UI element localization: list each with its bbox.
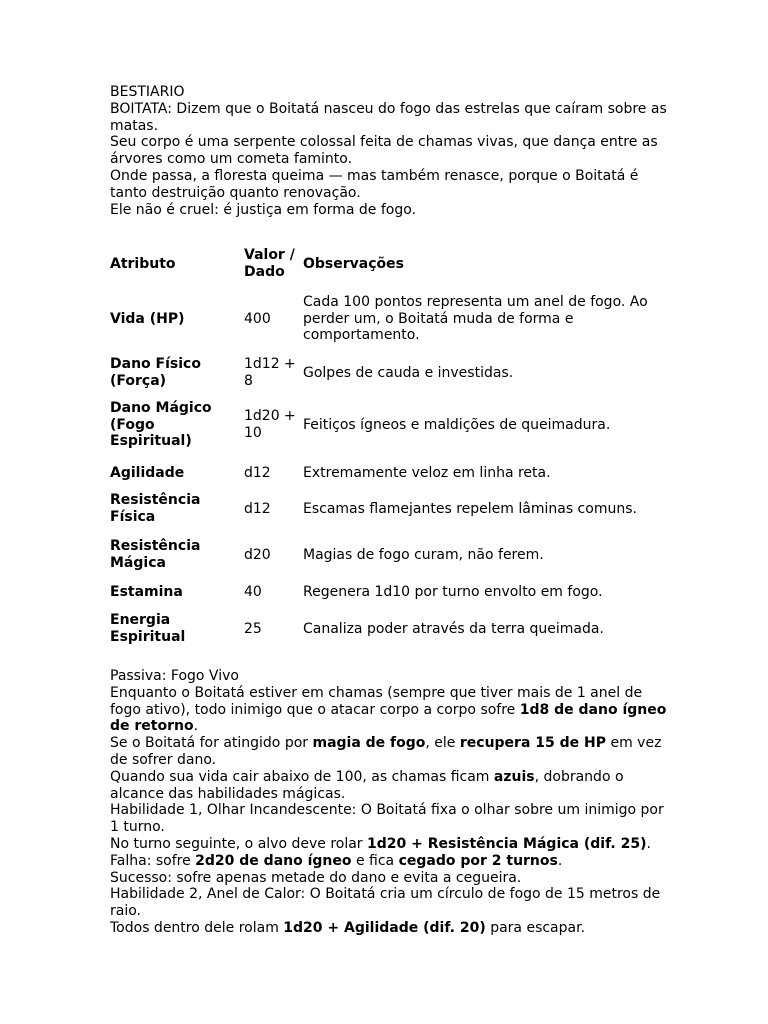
table-row: [108, 284, 668, 354]
table-row: [108, 580, 668, 604]
ability-paragraph: Sucesso: sofre apenas metade do dano e evita a cegueira.: [110, 869, 522, 886]
row-attribute: Agilidade: [110, 464, 185, 481]
text-run: e fica: [351, 852, 399, 869]
bold-run: 1d20 + Agilidade (dif. 20): [283, 919, 486, 936]
row-attribute: Vida (HP): [110, 310, 185, 327]
row-note: Magias de fogo curam, não ferem.: [303, 546, 544, 563]
bold-run: 1d8 de dano ígneo de retorno: [110, 701, 667, 735]
table-row: [108, 392, 668, 458]
passive-paragraph: [110, 735, 670, 769]
passive-title: Passiva: Fogo Vivo: [110, 668, 239, 684]
row-note: Feitiços ígneos e maldições de queimadura.: [303, 416, 611, 433]
bold-run: azuis: [493, 768, 535, 785]
row-value: 400: [244, 310, 271, 327]
intro-paragraph: BOITATA: Dizem que o Boitatá nasceu do fogo das estrelas que caíram sobre as matas.: [110, 100, 667, 134]
row-attribute: Resistência Física: [110, 492, 201, 525]
row-attribute: Energia Espiritual: [110, 612, 186, 645]
text-run: para escapar.: [485, 919, 586, 936]
intro-section: [110, 84, 670, 218]
table-header-row: [108, 244, 668, 284]
text-run: Todos dentro dele rolam: [110, 919, 284, 936]
header-notes: Observações: [303, 255, 404, 272]
passive-paragraph: [110, 769, 670, 803]
passive-paragraph: [110, 685, 670, 735]
text-run: .: [557, 852, 563, 869]
row-value: d12: [244, 464, 271, 481]
text-run: .: [646, 835, 651, 852]
row-attribute: Estamina: [110, 583, 183, 600]
row-note: Cada 100 pontos representa um anel de fogo. Ao perder um, o Boitatá muda de forma e comportamento.: [303, 293, 648, 344]
document-title: BESTIARIO: [110, 84, 185, 100]
ability-paragraph: [110, 836, 670, 853]
row-attribute: Dano Mágico (Fogo Espiritual): [110, 399, 212, 450]
row-value: 1d12 + 8: [244, 356, 296, 389]
row-note: Canaliza poder através da terra queimada.: [303, 620, 604, 637]
row-value: 1d20 + 10: [244, 408, 296, 441]
row-note: Golpes de cauda e investidas.: [303, 364, 514, 381]
bold-run: 1d20 + Resistência Mágica (dif. 25): [367, 835, 647, 852]
attributes-table: [108, 244, 668, 654]
bold-run: cegado por 2 turnos: [398, 852, 558, 869]
intro-paragraph: Seu corpo é uma serpente colossal feita de chamas vivas, que dança entre as árvores como um cometa faminto.: [110, 134, 658, 168]
text-run: Se o Boitatá for atingido por: [110, 735, 313, 752]
text-run: Quando sua vida cair abaixo de 100, as chamas ficam: [110, 768, 494, 785]
text-run: .: [193, 718, 199, 735]
text-run: , dobrando o alcance das habilidades mágicas.: [110, 768, 624, 802]
text-run: Falha: sofre: [110, 852, 196, 869]
ability-paragraph: Habilidade 1, Olhar Incandescente: O Boitatá fixa o olhar sobre um inimigo por 1 turno.: [110, 802, 664, 836]
text-run: Enquanto o Boitatá estiver em chamas (sempre que tiver mais de 1 anel de fogo ativo), todo inimigo que o atacar corpo a corpo sofre: [110, 684, 643, 718]
bold-run: 2d20 de dano ígneo: [195, 852, 352, 869]
header-attribute: Atributo: [110, 255, 176, 272]
intro-paragraph: Onde passa, a floresta queima — mas também renasce, porque o Boitatá é tanto destruição quanto renovação.: [110, 167, 639, 201]
text-run: , ele: [425, 735, 460, 752]
row-value: d20: [244, 546, 271, 563]
table-row: [108, 458, 668, 488]
row-attribute: Dano Físico (Força): [110, 356, 201, 389]
row-value: d12: [244, 500, 271, 517]
table-row: [108, 530, 668, 580]
intro-paragraph: Ele não é cruel: é justiça em forma de fogo.: [110, 201, 417, 218]
bold-run: magia de fogo: [312, 735, 426, 752]
passive-section: [110, 668, 670, 937]
ability-paragraph: Habilidade 2, Anel de Calor: O Boitatá cria um círculo de fogo de 15 metros de raio.: [110, 886, 661, 920]
ability-paragraph: [110, 920, 670, 937]
row-note: Extremamente veloz em linha reta.: [303, 464, 551, 481]
row-attribute: Resistência Mágica: [110, 538, 201, 571]
ability-paragraph: [110, 853, 670, 870]
row-note: Regenera 1d10 por turno envolto em fogo.: [303, 583, 603, 600]
text-run: No turno seguinte, o alvo deve rolar: [110, 835, 368, 852]
row-note: Escamas flamejantes repelem lâminas comuns.: [303, 500, 637, 517]
table-row: [108, 604, 668, 654]
bold-run: recupera 15 de HP: [459, 735, 607, 752]
row-value: 40: [244, 583, 262, 600]
header-value: Valor / Dado: [244, 247, 295, 280]
row-value: 25: [244, 620, 262, 637]
text-run: em vez de sofrer dano.: [110, 735, 662, 768]
table-row: [108, 354, 668, 392]
table-row: [108, 488, 668, 530]
